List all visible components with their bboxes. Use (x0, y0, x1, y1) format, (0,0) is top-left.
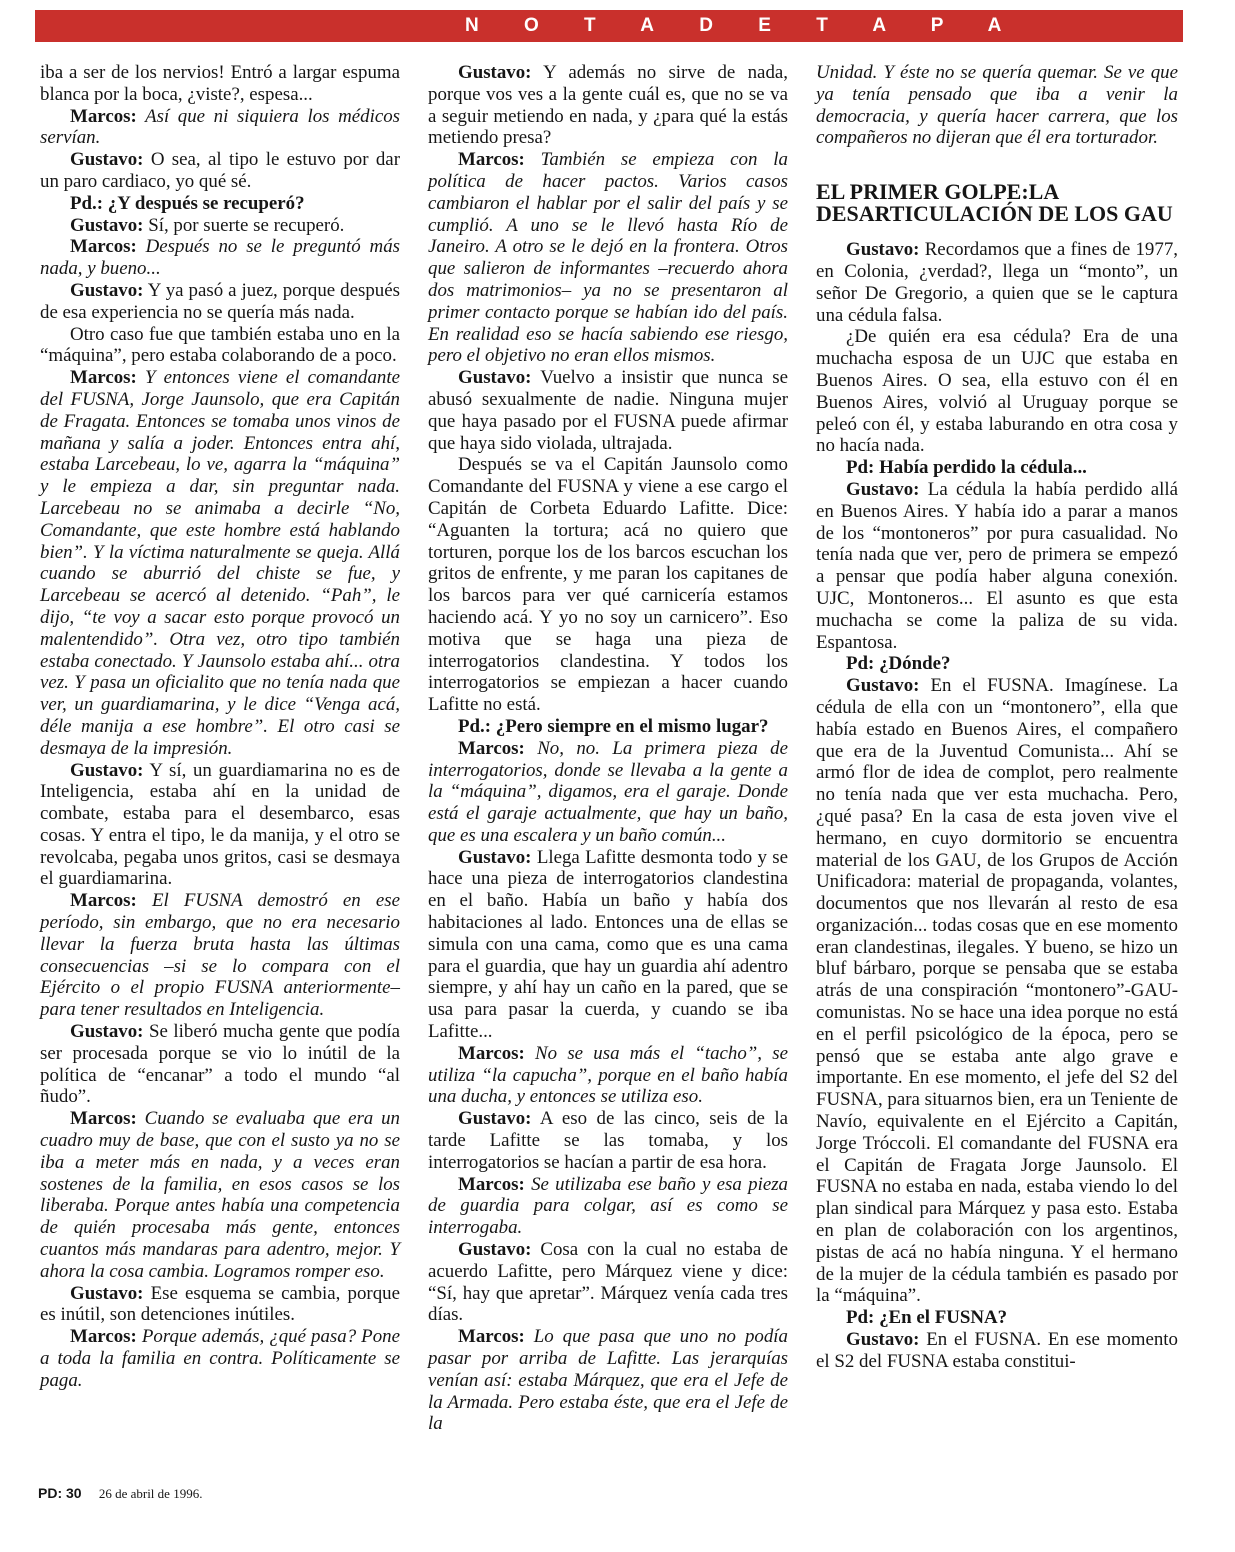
speaker-paragraph (428, 62, 788, 149)
quote-paragraph (428, 1174, 788, 1239)
speaker-name: Gustavo: (70, 214, 144, 236)
paragraph-text: Se utilizaba ese baño y esa pieza de guardia para colgar, así es como se interrogaba. (428, 1173, 788, 1239)
article-column-3 (816, 62, 1178, 1373)
paragraph-text: No, no. La primera pieza de interrogatorios, donde se llevaba a la gente a la “máquina”, digamos, era el garaje. Donde está el garaje actualmente, que hay un baño, que es una escalera y un baño común... (428, 737, 788, 846)
paragraph-text: Ese esquema se cambia, porque es inútil, son detenciones inútiles. (40, 1282, 400, 1326)
paragraph-text: Porque además, ¿qué pasa? Pone a toda la familia en contra. Políticamente se paga. (40, 1326, 400, 1391)
speaker-paragraph (816, 675, 1178, 1307)
speaker-name: Pd: (846, 457, 875, 479)
paragraph (816, 62, 1178, 149)
paragraph-text: Otro caso fue que también estaba uno en la “máquina”, pero estaba colaborando de a poco. (40, 323, 400, 367)
speaker-name: Pd: (846, 653, 875, 675)
paragraph-text: Después no se le preguntó más nada, y bueno... (40, 236, 401, 280)
speaker-name: Gustavo: (70, 759, 144, 781)
section-word-nota: N O T A (465, 15, 657, 36)
speaker-name: Gustavo: (846, 675, 920, 697)
speaker-paragraph (428, 847, 788, 1043)
paragraph-text: ¿Dónde? (879, 653, 951, 675)
issue-date: 26 de abril de 1996. (98, 1486, 203, 1501)
interviewer-question (816, 1307, 1178, 1329)
paragraph-text: Cosa con la cual no estaba de acuerdo Lafitte, pero Márquez viene y dice: “Sí, hay que apretar”. Márquez venía cada tres días. (428, 1239, 788, 1326)
paragraph-text: Lo que pasa que uno no podía pasar por arriba de Lafitte. Las jerarquías venían así: estaba Márquez, que era el Jefe de la Armada. Pero estaba éste, que era el Jefe de la (428, 1326, 788, 1435)
speaker-name: Pd: (846, 1307, 875, 1329)
speaker-name: Marcos: (70, 236, 137, 258)
paragraph-text: Recordamos que a fines de 1977, en Colonia, ¿verdad?, llega un “monto”, un señor De Gregorio, a quien que se le captura una cédula falsa. (816, 239, 1178, 326)
quote-paragraph (40, 106, 400, 150)
paragraph-text: Unidad. Y éste no se quería quemar. Se ve que ya tenía pensado que iba a venir la democracia, y quería hacer carrera, que los compañeros no dijeran que él era torturador. (816, 62, 1178, 149)
paragraph-text: ¿Pero siempre en el mismo lugar? (495, 715, 769, 737)
paragraph (428, 454, 788, 716)
paragraph (40, 62, 400, 106)
paragraph-text: iba a ser de los nervios! Entró a largar espuma blanca por la boca, ¿viste?, espesa... (40, 62, 400, 105)
speaker-name: Marcos: (70, 105, 137, 127)
page-footer (38, 1485, 202, 1502)
section-banner (35, 10, 1183, 42)
speaker-name: Gustavo: (458, 846, 532, 868)
speaker-name: Pd.: (458, 715, 492, 737)
speaker-name: Gustavo: (70, 1282, 144, 1304)
speaker-name: Pd.: (70, 192, 104, 214)
quote-paragraph (40, 236, 400, 280)
speaker-paragraph (40, 1283, 400, 1327)
speaker-name: Gustavo: (846, 239, 920, 261)
speaker-name: Marcos: (70, 1108, 137, 1130)
section-title (465, 15, 1004, 37)
quote-paragraph (40, 367, 400, 759)
paragraph-text: Había perdido la cédula... (879, 457, 1087, 479)
paragraph-text: Después se va el Capitán Jaunsolo como Comandante del FUSNA y viene a ese cargo el Capitán de Corbeta Eduardo Lafitte. Dice: “Aguanten la tortura; acá no quiero que torturen, porque los de los barcos escuchan los gritos de enfrente, y me paran los capitanes de los barcos para ver qué carnicería estamos haciendo acá. Y yo no soy un carnicero”. Eso motiva que se haga una pieza de interrogatorios clandestina. Y todos los interrogatorios se empiezan a hacer cuando Lafitte no está. (428, 454, 788, 716)
paragraph-text: Y ya pasó a juez, porque después de esa experiencia no se quería más nada. (40, 279, 400, 323)
quote-paragraph (428, 1326, 788, 1435)
paragraph-text: En el FUSNA. Imagínese. La cédula de ella con un “montonero”, ella que había estado en Buenos Aires, el compañero que era de la Juventud Comunista... Ahí se armó flor de idea de complot, pero realmente no tenía nada que ver esta muchacha. Pero, ¿qué pasa? En la casa de esta joven vive el hermano, en cuyo dormitorio se encuentra material de los GAU, de los Grupos de Acción Unificadora: material de propaganda, volantes, documentos que nos llevarán al resto de esa organización... todas cosas que en ese momento eran clandestinas, ilegales. Y bueno, se hizo un bluf bárbaro, porque se pensaba que se estaba atrás de una conspiración “montonero”-GAU-comunistas. No se hace una idea porque no está en el perfil psicológico de la época, pero se pensó que se estaba ante algo grave e importante. En ese momento, el jefe del S2 del FUSNA, para situarnos bien, era un Teniente de Navío, equivalente en el Ejército a Capitán, Jorge Tróccoli. El comandante del FUSNA era el Capitán de Fragata Jorge Jaunsolo. El FUSNA no estaba en nada, estaba viendo lo del plan sindical para Márquez y pasa esto. Estaba en plan de colaboración con los argentinos, pistas de acá no había ninguna. Y el hermano de la mujer de la cédula también es pasado por la “máquina”. (816, 675, 1178, 1307)
paragraph-text: Sí, por suerte se recuperó. (148, 214, 345, 236)
speaker-name: Gustavo: (70, 149, 144, 171)
speaker-paragraph (816, 239, 1178, 326)
speaker-name: Gustavo: (458, 1239, 532, 1261)
paragraph-text: Y entonces viene el comandante del FUSNA, Jorge Jaunsolo, que era Capitán de Fragata. Entonces se tomaba unos vinos de mañana y salía a joder. Entonces entra ahí, estaba Larcebeau, lo ve, agarra la “máquina” y le empieza a dar, sin preguntar nada. Larcebeau no se animaba a decirle “No, Comandante, que este hombre está hablando bien”. Y la víctima naturalmente se queja. Allá cuando se aburrió del chiste se fue, y Larcebeau se acercó al detenido. “Pah”, le dijo, “te voy a sacar esto porque provocó un malentendido”. Otra vez, otro tipo también estaba conectado. Y Jaunsolo estaba ahí... otra vez. Y pasa un oficialito que no tenía nada que ver, un guardiamarina, y le dice “Venga acá, déle manija a ese hombre”. El otro casi se desmaya de la impresión. (40, 367, 400, 759)
interviewer-question (40, 193, 400, 215)
interviewer-question (428, 716, 788, 738)
article-column-1 (40, 62, 400, 1392)
paragraph-text: La cédula la había perdido allá en Buenos Aires. Y había ido a parar a manos de los “montoneros” por pura casualidad. No tenía nada que ver, pero de primera se empezó a pensar que podía haber alguna conexión. UJC, Montoneros... El asunto es que esta muchacha se come la paliza de su vida. Espantosa. (816, 478, 1179, 653)
speaker-name: Marcos: (70, 890, 137, 912)
paragraph (816, 326, 1178, 457)
speaker-name: Marcos: (458, 1042, 525, 1064)
paragraph-text: Y además no sirve de nada, porque vos ves a la gente cuál es, que no se va a seguir metiendo en nada, y ¿para qué la estás metiendo presa? (428, 62, 788, 149)
speaker-name: Gustavo: (70, 279, 144, 301)
paragraph (40, 324, 400, 368)
paragraph-text: En el FUSNA. En ese momento el S2 del FUSNA estaba constitui- (816, 1329, 1178, 1372)
paragraph-text: El FUSNA demostró en ese período, sin embargo, que no era necesario llevar la fuerza bruta hasta las últimas consecuencias –si se lo compara con el Ejército o el propio FUSNA anteriormente– para tener resultados en Inteligencia. (40, 890, 400, 1021)
paragraph-text: ¿Y después se recuperó? (107, 192, 305, 214)
speaker-paragraph (40, 1021, 400, 1108)
speaker-name: Marcos: (458, 1173, 525, 1195)
paragraph-text: Se liberó mucha gente que podía ser procesada porque se vio lo inútil de la política de “encanar” a todo el mundo “al ñudo”. (40, 1021, 400, 1108)
paragraph-text: Cuando se evaluaba que era un cuadro muy de base, que con el susto ya no se iba a meter más en nada, y a veces eran sostenes de la familia, en esos casos se los liberaba. Porque antes había una competencia de quién procesaba más gente, entonces cuantos más mandaras para adentro, mejor. Y ahora la cosa cambia. Logramos romper eso. (40, 1108, 400, 1282)
speaker-paragraph (40, 280, 400, 324)
quote-paragraph (428, 149, 788, 367)
speaker-name: Marcos: (458, 737, 525, 759)
speaker-paragraph (428, 1239, 788, 1326)
speaker-paragraph (40, 149, 400, 193)
speaker-name: Gustavo: (458, 62, 532, 83)
section-word-tapa: T A P A (816, 15, 1005, 36)
speaker-name: Gustavo: (70, 1021, 144, 1043)
quote-paragraph (40, 1326, 400, 1391)
speaker-name: Gustavo: (458, 1108, 532, 1130)
paragraph-text: ¿En el FUSNA? (879, 1307, 1008, 1329)
speaker-paragraph (40, 760, 400, 891)
quote-paragraph (40, 890, 400, 1021)
paragraph-text: Llega Lafitte desmonta todo y se hace una pieza de interrogatorios clandestina en el baño. Había un baño y había dos habitaciones al lado. Entonces una de ellas se simula con una cama, como que es una cama para el guardia, que hay un guardia ahí adentro siempre, y ahí hay un caño en la pared, que se usa para pasar la cuerda, y cuando se iba Lafitte... (428, 846, 788, 1043)
speaker-paragraph (428, 1108, 788, 1173)
paragraph-text: Y sí, un guardiamarina no es de Inteligencia, estaba ahí en la unidad de combate, estaba para el desembarco, esas cosas. Y entra el tipo, le da manija, y el otro se revolcaba, pegaba unos gritos, casi se desmaya el guardiamarina. (40, 759, 400, 890)
paragraph-text: ¿De quién era esa cédula? Era de una muchacha esposa de un UJC que estaba en Buenos Aires. O sea, ella estuvo con él en Buenos Aires, volvió al Uruguay porque se peleó con él, y estaba laburando en otra cosa y no hacía nada. (816, 326, 1178, 457)
speaker-name: Marcos: (70, 367, 137, 389)
speaker-name: Gustavo: (458, 367, 532, 389)
speaker-paragraph (40, 215, 400, 237)
interviewer-question (816, 457, 1178, 479)
speaker-paragraph (816, 1329, 1178, 1373)
speaker-paragraph (428, 367, 788, 454)
quote-paragraph (428, 738, 788, 847)
speaker-name: Marcos: (70, 1326, 137, 1348)
speaker-name: Gustavo: (846, 478, 920, 500)
paragraph-text: Vuelvo a insistir que nunca se abusó sexualmente de nadie. Ninguna mujer que haya pasado por el FUSNA puede afirmar que haya sido violada, ultrajada. (428, 367, 788, 454)
speaker-name: Marcos: (458, 1326, 525, 1348)
section-heading: EL PRIMER GOLPE:LA DESARTICULACIÓN DE LOS GAU (816, 179, 1173, 227)
article-column-2 (428, 62, 788, 1435)
paragraph-text: A eso de las cinco, seis de la tarde Lafitte se las tomaba, y los interrogatorios se hacían a partir de esa hora. (428, 1108, 788, 1173)
speaker-paragraph (816, 479, 1178, 653)
page-number: PD: 30 (38, 1485, 82, 1501)
quote-paragraph (428, 1043, 788, 1108)
interviewer-question (816, 653, 1178, 675)
speaker-name: Marcos: (458, 149, 525, 171)
paragraph-text: No se usa más el “tacho”, se utiliza “la capucha”, porque en el baño había una ducha, y entonces se utiliza eso. (428, 1042, 788, 1108)
paragraph-text: También se empieza con la política de hacer pactos. Varios casos cambiaron el hablar por el salir del país y se cumplió. A uno se le llevó hasta Río de Janeiro. A otro se le dejó en la frontera. Otros que salieron de informantes –recuerdo ahora dos matrimonios– ya no se presentaron al primer contacto porque se habían ido del país. En realidad eso se hacía sabiendo ese riesgo, pero el objetivo no eran ellos mismos. (428, 149, 788, 367)
section-word-de: D E (699, 15, 774, 36)
speaker-name: Gustavo: (846, 1329, 920, 1351)
quote-paragraph (40, 1108, 400, 1282)
paragraph-text: Así que ni siquiera los médicos servían. (40, 105, 401, 149)
paragraph-text: O sea, al tipo le estuvo por dar un paro cardiaco, yo qué sé. (40, 149, 400, 192)
